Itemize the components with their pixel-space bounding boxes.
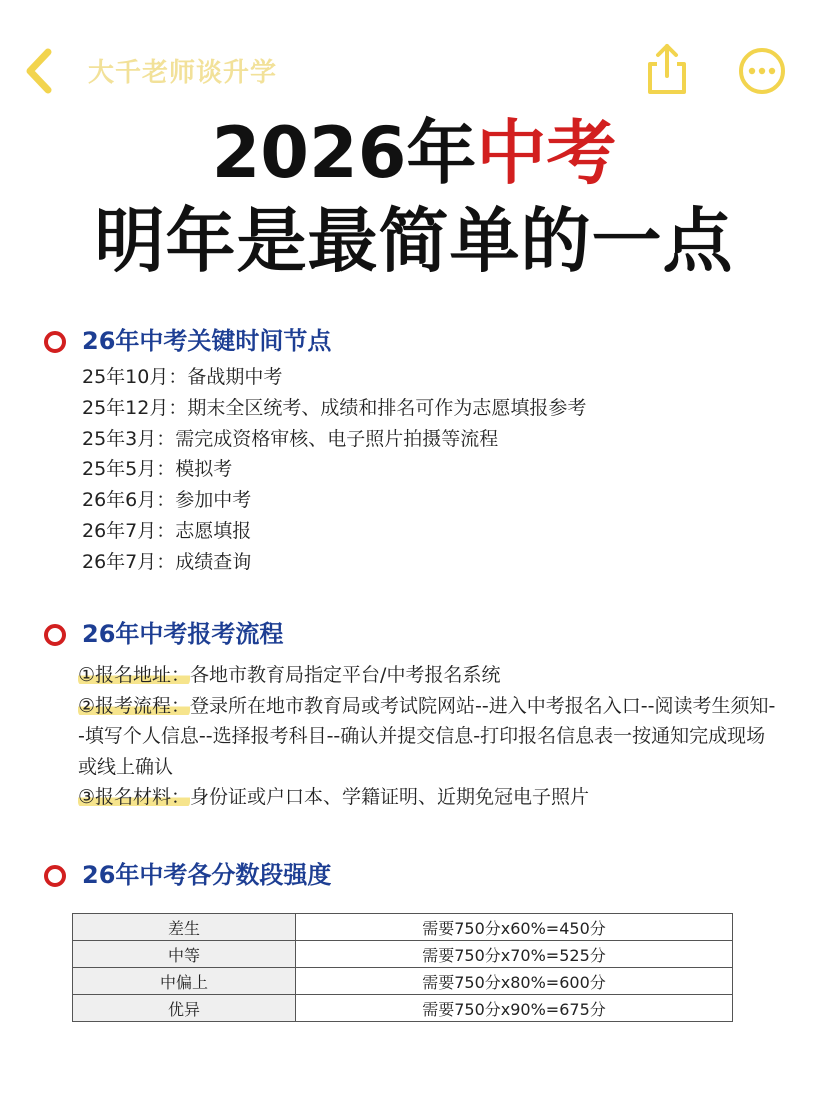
section-marker-icon (44, 624, 66, 646)
process-list (78, 660, 778, 813)
process-item (78, 660, 778, 691)
timeline-item: 26年7月：成绩查询 (82, 550, 252, 573)
process-item (78, 782, 778, 813)
chevron-left-icon (14, 44, 64, 98)
back-button[interactable] (14, 44, 64, 98)
process-label: ①报名地址： (78, 664, 191, 686)
table-row (73, 914, 733, 941)
process-text: 各地市教育局指定平台/中考报名系统 (190, 664, 501, 686)
more-button[interactable] (736, 45, 788, 97)
share-button[interactable] (640, 42, 694, 96)
process-label: ③报名材料： (78, 786, 191, 808)
timeline-item: 26年6月：参加中考 (82, 489, 252, 512)
page-title (0, 108, 828, 198)
timeline-item: 25年5月：模拟考 (82, 458, 233, 481)
process-text: 登录所在地市教育局或考试院网站--进入中考报名入口--阅读考生须知--填写个人信息--选择报考科目--确认并提交信息-打印报名信息表一按通知完成现场或线上确认 (78, 694, 776, 778)
section-marker-icon (44, 331, 66, 353)
table-row (73, 941, 733, 968)
level-cell: 差生 (73, 914, 296, 941)
timeline-item: 26年7月：志愿填报 (82, 519, 252, 542)
level-cell: 中等 (73, 941, 296, 968)
page-subtitle: 明年是最简单的一点 (94, 200, 734, 282)
requirement-cell: 需要750分x80%=600分 (296, 968, 733, 995)
requirement-cell: 需要750分x60%=450分 (296, 914, 733, 941)
title-accent: 中考 (476, 112, 617, 194)
section-title: 26年中考关键时间节点 (82, 327, 332, 355)
account-name[interactable]: 大千老师谈升学 (88, 58, 278, 88)
timeline-item: 25年12月：期末全区统考、成绩和排名可作为志愿填报参考 (82, 396, 587, 419)
score-table (72, 913, 733, 1022)
requirement-cell: 需要750分x70%=525分 (296, 941, 733, 968)
title-year: 2026年 (211, 112, 477, 194)
section-marker-icon (44, 865, 66, 887)
timeline-item: 25年3月：需完成资格审核、电子照片拍摄等流程 (82, 427, 499, 450)
process-label: ②报考流程： (78, 694, 191, 717)
timeline-item: 25年10月：备战期中考 (82, 366, 283, 388)
requirement-cell: 需要750分x90%=675分 (296, 995, 733, 1022)
level-cell: 优异 (73, 995, 296, 1022)
more-icon (736, 45, 788, 97)
section-title: 26年中考各分数段强度 (82, 861, 332, 889)
process-text: 身份证或户口本、学籍证明、近期免冠电子照片 (190, 786, 590, 808)
table-row (73, 968, 733, 995)
timeline-list (82, 362, 586, 578)
section-title: 26年中考报考流程 (82, 620, 284, 648)
process-item (78, 691, 778, 783)
level-cell: 中偏上 (73, 968, 296, 995)
share-icon (640, 42, 694, 96)
table-row (73, 995, 733, 1022)
